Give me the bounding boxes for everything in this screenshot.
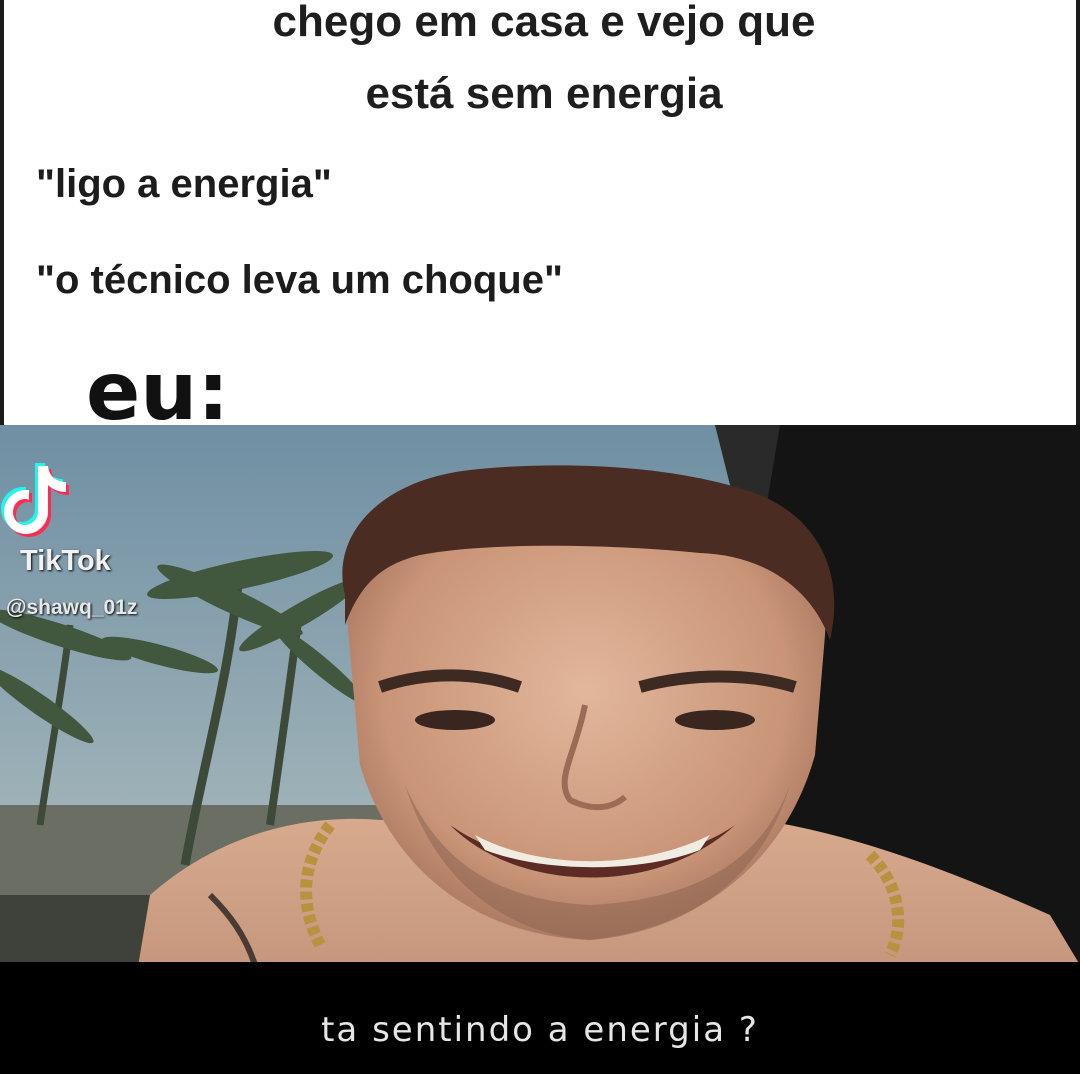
tiktok-username: @shawq_01z xyxy=(6,596,138,619)
meme-caption-panel xyxy=(0,0,1080,425)
headline-line-2: está sem energia xyxy=(365,69,723,118)
caption-line-technician: "o técnico leva um choque" xyxy=(36,258,563,302)
tiktok-note-icon xyxy=(0,460,70,540)
caption-eu: eu: xyxy=(86,352,230,425)
caption-line-turn-on: "ligo a energia" xyxy=(36,162,332,206)
headline-line-1: chego em casa e vejo que xyxy=(272,0,816,46)
tiktok-brand-label: TikTok xyxy=(20,545,111,577)
video-subtitle: ta sentindo a energia ? xyxy=(321,1010,759,1050)
left-eye xyxy=(415,710,495,730)
right-eye xyxy=(675,710,755,730)
headline xyxy=(4,0,1080,130)
